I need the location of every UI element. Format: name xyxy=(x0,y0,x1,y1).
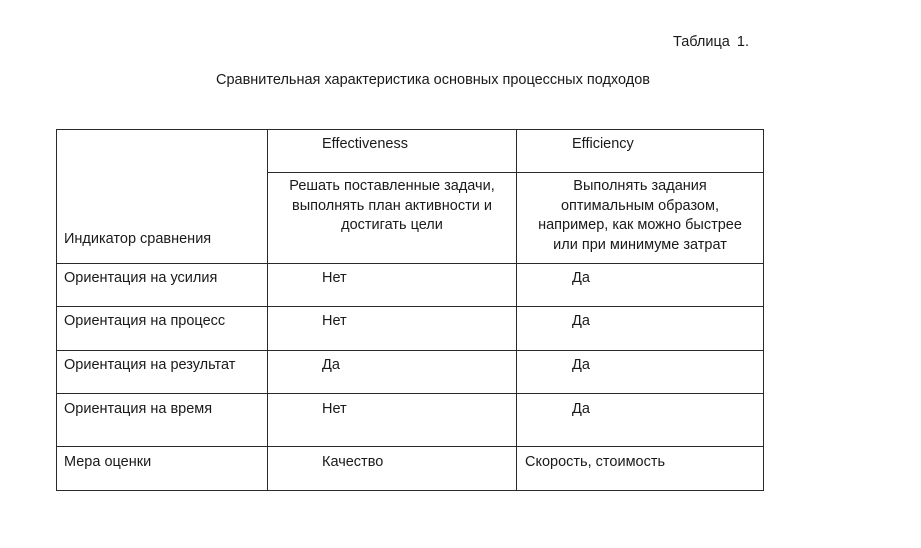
row-indicator: Мера оценки xyxy=(64,454,152,470)
efficiency-description-line: например, как можно быстрее xyxy=(538,217,742,233)
row-efficiency-value: Да xyxy=(572,270,590,286)
row-indicator: Ориентация на усилия xyxy=(64,270,218,286)
row-divider xyxy=(56,306,764,307)
table-number: Таблица 1. xyxy=(673,34,749,50)
row-divider xyxy=(56,263,764,264)
row-indicator: Ориентация на результат xyxy=(64,357,236,373)
row-efficiency-value: Да xyxy=(572,401,590,417)
row-effectiveness-value: Качество xyxy=(322,454,384,470)
row-divider xyxy=(56,393,764,394)
table-border-bottom xyxy=(56,490,764,491)
row-effectiveness-value: Нет xyxy=(322,313,347,329)
efficiency-description-line: оптимальным образом, xyxy=(560,197,719,214)
header-effectiveness: Effectiveness xyxy=(322,136,408,152)
table-border-top xyxy=(56,129,764,130)
row-indicator: Ориентация на процесс xyxy=(64,313,226,329)
effectiveness-description xyxy=(268,177,516,236)
row-effectiveness-value: Да xyxy=(322,357,340,373)
efficiency-description xyxy=(517,177,763,255)
row-effectiveness-value: Нет xyxy=(322,401,347,417)
header-indicator: Индикатор сравнения xyxy=(64,231,212,247)
table-caption: Сравнительная характеристика основных процессных подходов xyxy=(216,72,650,88)
table-border-left xyxy=(56,129,57,491)
comparison-table xyxy=(56,129,764,491)
header-efficiency: Efficiency xyxy=(572,136,634,152)
row-efficiency-value: Да xyxy=(572,357,590,373)
efficiency-description-line: или при минимуме затрат xyxy=(553,236,727,253)
row-efficiency-value: Да xyxy=(572,313,590,329)
effectiveness-description-line: достигать цели xyxy=(341,217,443,233)
row-efficiency-value: Скорость, стоимость xyxy=(525,454,666,470)
row-divider xyxy=(56,446,764,447)
efficiency-description-line: Выполнять задания xyxy=(573,178,707,194)
row-divider xyxy=(56,350,764,351)
row-indicator: Ориентация на время xyxy=(64,401,213,417)
row-effectiveness-value: Нет xyxy=(322,270,347,286)
effectiveness-description-line: выполнять план активности и xyxy=(292,197,492,214)
table-border-right xyxy=(763,129,764,491)
effectiveness-description-line: Решать поставленные задачи, xyxy=(289,178,495,194)
